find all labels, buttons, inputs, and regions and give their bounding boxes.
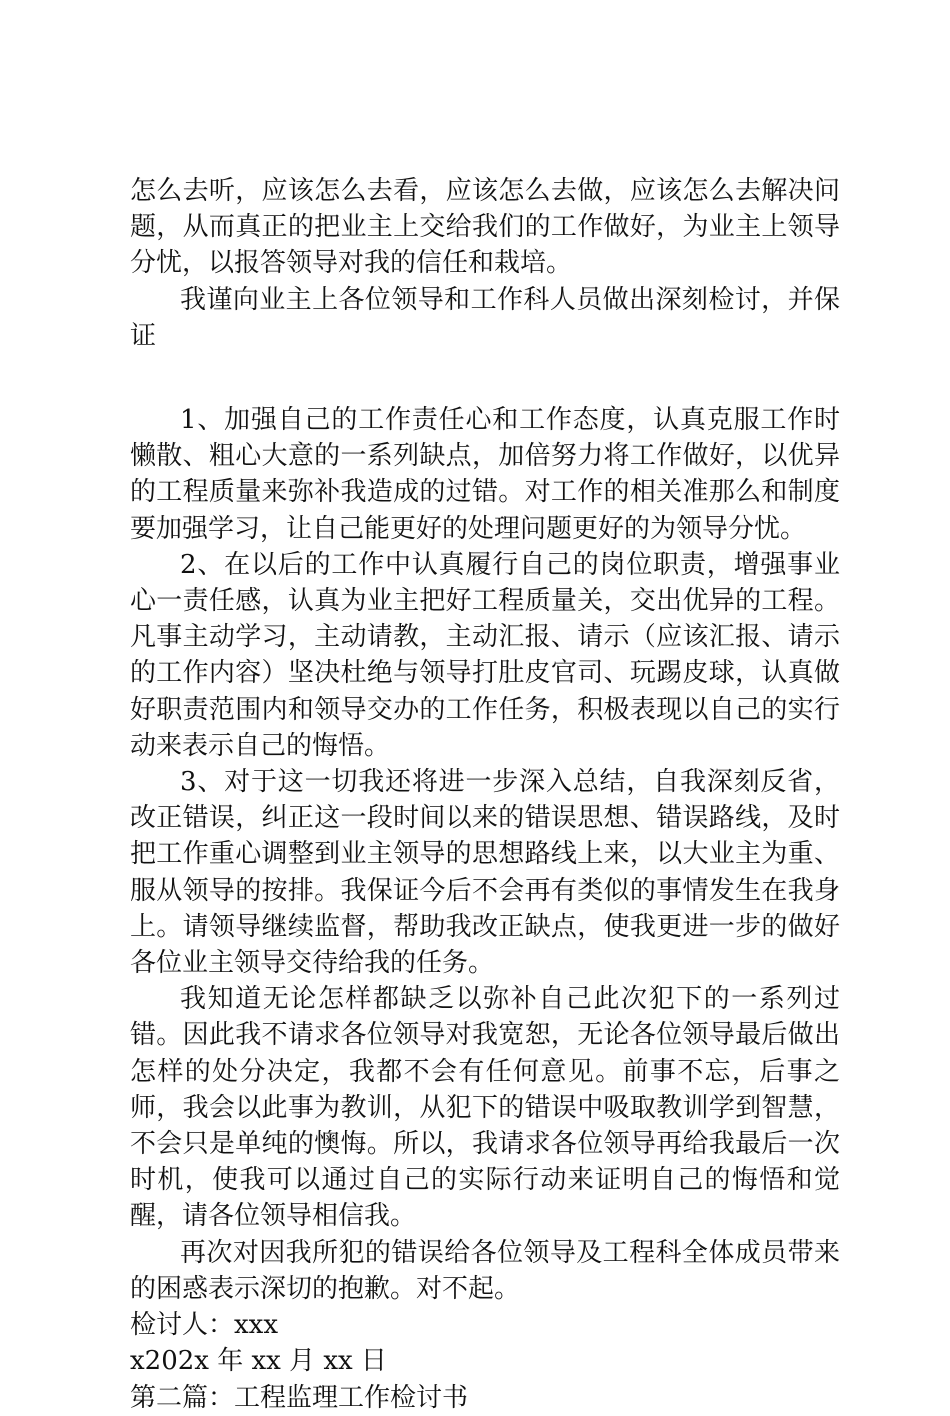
signature-line: 检讨人：xxx xyxy=(130,1310,278,1341)
paragraph-gap xyxy=(130,354,840,402)
paragraph-reflection: 我知道无论怎样都缺乏以弥补自己此次犯下的一系列过错。因此我不请求各位领导对我宽恕，无论各位领导最后做出怎样的处分决定，我都不会有任何意见。前事不忘，后事之师，我会以此事为教训，从犯下的错误中吸取教训学到智慧，不会只是单纯的懊悔。所以，我请求各位领导再给我最后一次时机，使我可以通过自己的实际行动来证明自己的悔悟和觉醒，请各位领导相信我。 xyxy=(130,984,840,1232)
document-body xyxy=(130,173,840,1416)
date-line: x202x 年 xx 月 xx 日 xyxy=(130,1346,387,1377)
paragraph-continuation: 怎么去听，应该怎么去看，应该怎么去做，应该怎么去解决问题，从而真正的把业主上交给我们的工作做好，为业主上领导分忧，以报答领导对我的信任和栽培。 xyxy=(130,176,840,279)
paragraph-pledge-intro: 我谨向业主上各位领导和工作科人员做出深刻检讨，并保证 xyxy=(130,284,840,351)
paragraph-point-2: 2、在以后的工作中认真履行自己的岗位职责，增强事业心一责任感，认真为业主把好工程质量关，交出优异的工程。凡事主动学习，主动请教，主动汇报、请示（应该汇报、请示的工作内容）坚决杜绝与领导打肚皮官司、玩踢皮球，认真做好职责范围内和领导交办的工作任务，积极表现以自己的实行动来表示自己的悔悟。 xyxy=(130,549,840,761)
paragraph-point-1: 1、加强自己的工作责任心和工作态度，认真克服工作时懒散、粗心大意的一系列缺点，加倍努力将工作做好，以优异的工程质量来弥补我造成的过错。对工作的相关准那么和制度要加强学习，让自己能更好的处理问题更好的为领导分忧。 xyxy=(130,405,840,544)
paragraph-point-3: 3、对于这一切我还将进一步深入总结，自我深刻反省，改正错误，纠正这一段时间以来的错误思想、错误路线，及时把工作重心调整到业主领导的思想路线上来，以大业主为重、服从领导的按排。我保证今后不会再有类似的事情发生在我身上。请领导继续监督，帮助我改正缺点，使我更进一步的做好各位业主领导交待给我的任务。 xyxy=(130,767,840,979)
paragraph-apology: 再次对因我所犯的错误给各位领导及工程科全体成员带来的困惑表示深切的抱歉。对不起。 xyxy=(130,1237,840,1304)
next-section-heading: 第二篇：工程监理工作检讨书 xyxy=(130,1382,469,1413)
